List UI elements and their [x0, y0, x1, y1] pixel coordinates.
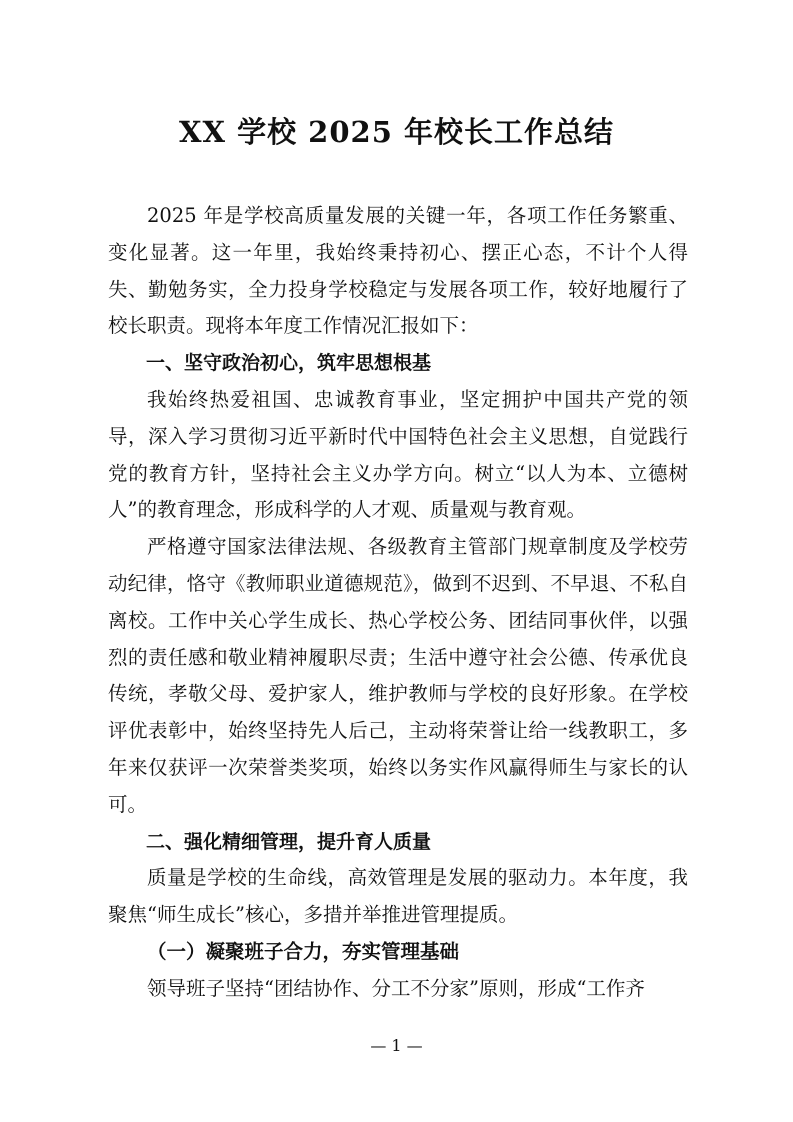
section-heading-2: 二、强化精细管理，提升育人质量 — [146, 830, 432, 853]
body-paragraph: 我始终热爱祖国、忠诚教育事业，坚定拥护中国共产党的领导，深入学习贯彻习近平新时代中国特色社会主义思想，自觉践行党的教育方针，坚持社会主义办学方向。树立“以人为本、立德树人”的教育理念，形成科学的人才观、质量观与教育观。 — [108, 387, 688, 522]
subsection-heading-1: （一）凝聚班子合力，夯实管理基础 — [147, 939, 460, 963]
intro-paragraph: 2025 年是学校高质量发展的关键一年，各项工作任务繁重、变化显著。这一年里，我始终秉持初心、摆正心态，不计个人得失、勤勉务实，全力投身学校稳定与发展各项工作，较好地履行了校长职责。现将本年度工作情况汇报如下： — [108, 204, 688, 338]
body-paragraph: 严格遵守国家法律法规、各级教育主管部门规章制度及学校劳动纪律，恪守《教师职业道德规范》，做到不迟到、不早退、不私自离校。工作中关心学生成长、热心学校公务、团结同事伙伴，以强烈的责任感和敬业精神履职尽责；生活中遵守社会公德、传承优良传统，孝敬父母、爱护家人，维护教师与学校的良好形象。在学校评优表彰中，始终坚持先人后己，主动将荣誉让给一线教职工，多年来仅获评一次荣誉类奖项，始终以务实作风赢得师生与家长的认可。 — [108, 535, 688, 816]
body-paragraph-continued: 领导班子坚持“团结协作、分工不分家”原则，形成“工作齐 — [147, 976, 645, 1000]
section-heading-1: 一、坚守政治初心，筑牢思想根基 — [146, 352, 432, 375]
document-body — [108, 198, 688, 1007]
document-title: XX 学校 2025 年校长工作总结 — [178, 115, 614, 149]
page-number: — 1 — — [370, 1036, 423, 1055]
body-paragraph: 质量是学校的生命线，高效管理是发展的驱动力。本年度，我聚焦“师生成长”核心，多措并举推进管理提质。 — [108, 866, 688, 927]
